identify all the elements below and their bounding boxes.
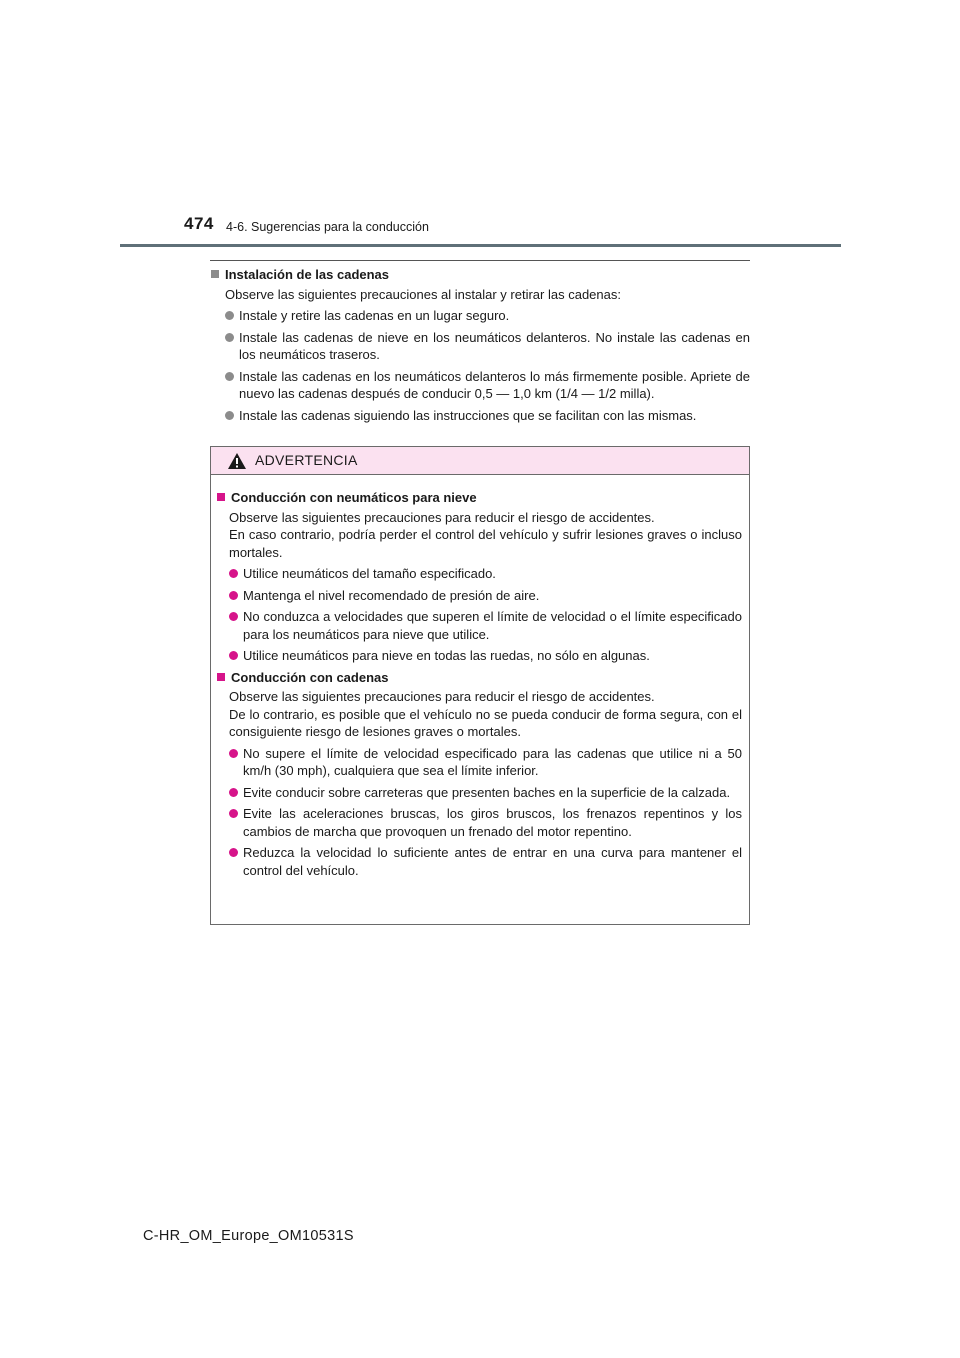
warning-heading [216, 489, 742, 507]
list-item [216, 647, 742, 665]
list-item-text: No supere el límite de velocidad especificado para las cadenas que utilice ni a 50 km/h (30 mph), cualquiera que sea el límite inferior. [243, 745, 742, 778]
list-item [210, 407, 750, 425]
section-heading [210, 266, 750, 284]
list-item [216, 565, 742, 583]
square-bullet-icon [211, 270, 219, 278]
section-rule [210, 260, 750, 261]
circle-bullet-icon [229, 788, 238, 797]
circle-bullet-icon [229, 809, 238, 818]
warning-intro-line: Observe las siguientes precauciones para reducir el riesgo de accidentes. [229, 689, 655, 704]
warning-heading-text: Conducción con cadenas [231, 669, 389, 685]
warning-header [211, 447, 749, 475]
list-item [216, 745, 742, 780]
list-item [216, 608, 742, 643]
list-item-text: Instale y retire las cadenas en un lugar seguro. [239, 308, 510, 323]
warning-intro-line: De lo contrario, es posible que el vehículo no se pueda conducir de forma segura, con el consiguiente riesgo de lesiones graves o mortales. [229, 706, 742, 739]
list-item-text: Instale las cadenas de nieve en los neumáticos delanteros. No instale las cadenas en los neumáticos traseros. [239, 329, 750, 362]
warning-heading-text: Conducción con neumáticos para nieve [231, 490, 477, 505]
header-rule [120, 244, 841, 247]
warning-triangle-icon [227, 452, 247, 470]
section-content [210, 266, 750, 428]
circle-bullet-icon [225, 333, 234, 342]
page-number: 474 [184, 214, 214, 233]
section-heading-text: Instalación de las cadenas [225, 267, 390, 282]
warning-intro-line: Observe las siguientes precauciones para reducir el riesgo de accidentes. [229, 509, 655, 525]
square-bullet-icon [217, 493, 225, 501]
list-item [216, 805, 742, 840]
warning-intro [216, 509, 742, 562]
warning-title: ADVERTENCIA [255, 452, 358, 468]
circle-bullet-icon [229, 591, 238, 600]
warning-intro [216, 688, 742, 741]
warning-group [216, 489, 742, 665]
list-item [216, 844, 742, 879]
list-item [210, 307, 750, 325]
list-item-text: Mantenga el nivel recomendado de presión de aire. [243, 587, 540, 603]
circle-bullet-icon [225, 372, 234, 381]
list-item-text: Evite conducir sobre carreteras que presenten baches en la superficie de la calzada. [243, 784, 731, 800]
warning-heading [216, 669, 742, 687]
warning-body [211, 475, 749, 879]
circle-bullet-icon [229, 651, 238, 660]
list-item-text: Utilice neumáticos del tamaño especificado. [243, 566, 496, 581]
warning-group [216, 669, 742, 880]
circle-bullet-icon [229, 749, 238, 758]
list-item-text: Utilice neumáticos para nieve en todas las ruedas, no sólo en algunas. [243, 648, 650, 663]
footer-code: C-HR_OM_Europe_OM10531S [143, 1228, 354, 1244]
list-item-text: Evite las aceleraciones bruscas, los giros bruscos, los frenazos repentinos y los cambios de marcha que provoquen un frenado del motor repentino. [243, 806, 742, 839]
list-item [210, 329, 750, 364]
list-item-text: Instale las cadenas siguiendo las instrucciones que se facilitan con las mismas. [239, 407, 697, 423]
list-item-text: No conduzca a velocidades que superen el límite de velocidad o el límite especificado para los neumáticos para nieve que utilice. [243, 609, 742, 642]
list-item-text: Instale las cadenas en los neumáticos delanteros lo más firmemente posible. Apriete de nuevo las cadenas después de conducir 0,5 — 1,0 km (1/4 — 1/2 milla). [239, 368, 750, 401]
list-item [216, 587, 742, 605]
chapter-title: 4-6. Sugerencias para la conducción [226, 220, 429, 234]
circle-bullet-icon [225, 411, 234, 420]
list-item [210, 368, 750, 403]
section-intro: Observe las siguientes precauciones al instalar y retirar las cadenas: [225, 286, 621, 302]
warning-box [210, 446, 750, 925]
square-bullet-icon [217, 673, 225, 681]
circle-bullet-icon [229, 848, 238, 857]
list-item-text: Reduzca la velocidad lo suficiente antes de entrar en una curva para mantener el control del vehículo. [243, 845, 742, 878]
circle-bullet-icon [229, 569, 238, 578]
warning-intro-line: En caso contrario, podría perder el control del vehículo y sufrir lesiones graves o incluso mortales. [229, 527, 742, 560]
circle-bullet-icon [225, 311, 234, 320]
circle-bullet-icon [229, 612, 238, 621]
list-item [216, 784, 742, 802]
